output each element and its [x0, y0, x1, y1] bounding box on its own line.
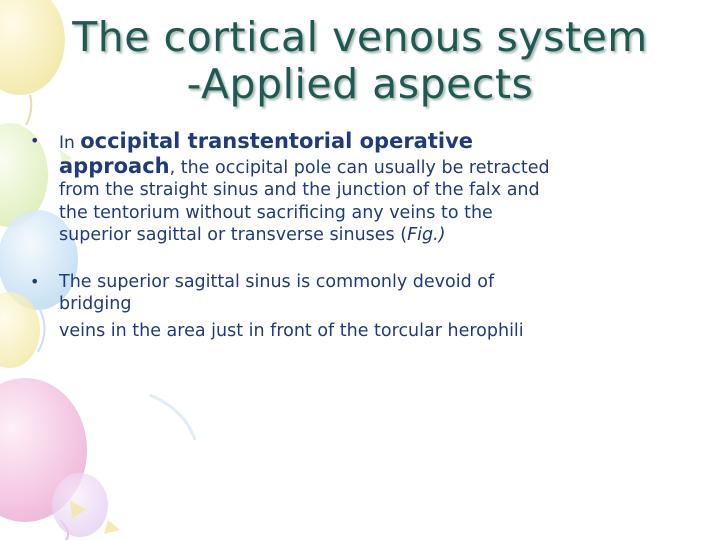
slide-title	[0, 14, 720, 108]
title-line-1: The cortical venous system	[72, 13, 648, 61]
balloon-lilac-bottom	[52, 473, 108, 537]
title-line-2: -Applied aspects	[186, 60, 534, 108]
bullet-text: , the occipital pole can usually be retracted from the straight sinus and the junction of the falx and the tentorium without sacrificing any veins to the superior sagittal or transverse sinuses (	[59, 157, 550, 245]
figure-reference: Fig.)	[407, 225, 446, 245]
slide-body	[30, 130, 570, 342]
streamer	[150, 395, 195, 440]
bullet-prefix: In	[59, 133, 81, 153]
bullet-text: The superior sagittal sinus is commonly devoid of bridging	[59, 271, 495, 314]
bullet-marker: •	[30, 271, 40, 291]
bullet-item	[30, 271, 570, 316]
bullet-item	[30, 130, 570, 247]
bullet-marker: •	[30, 131, 40, 150]
bullet-emphasis: occipital transtentorial operative approach	[59, 129, 474, 178]
bullet-continuation: veins in the area just in front of the torcular herophili	[59, 320, 524, 341]
